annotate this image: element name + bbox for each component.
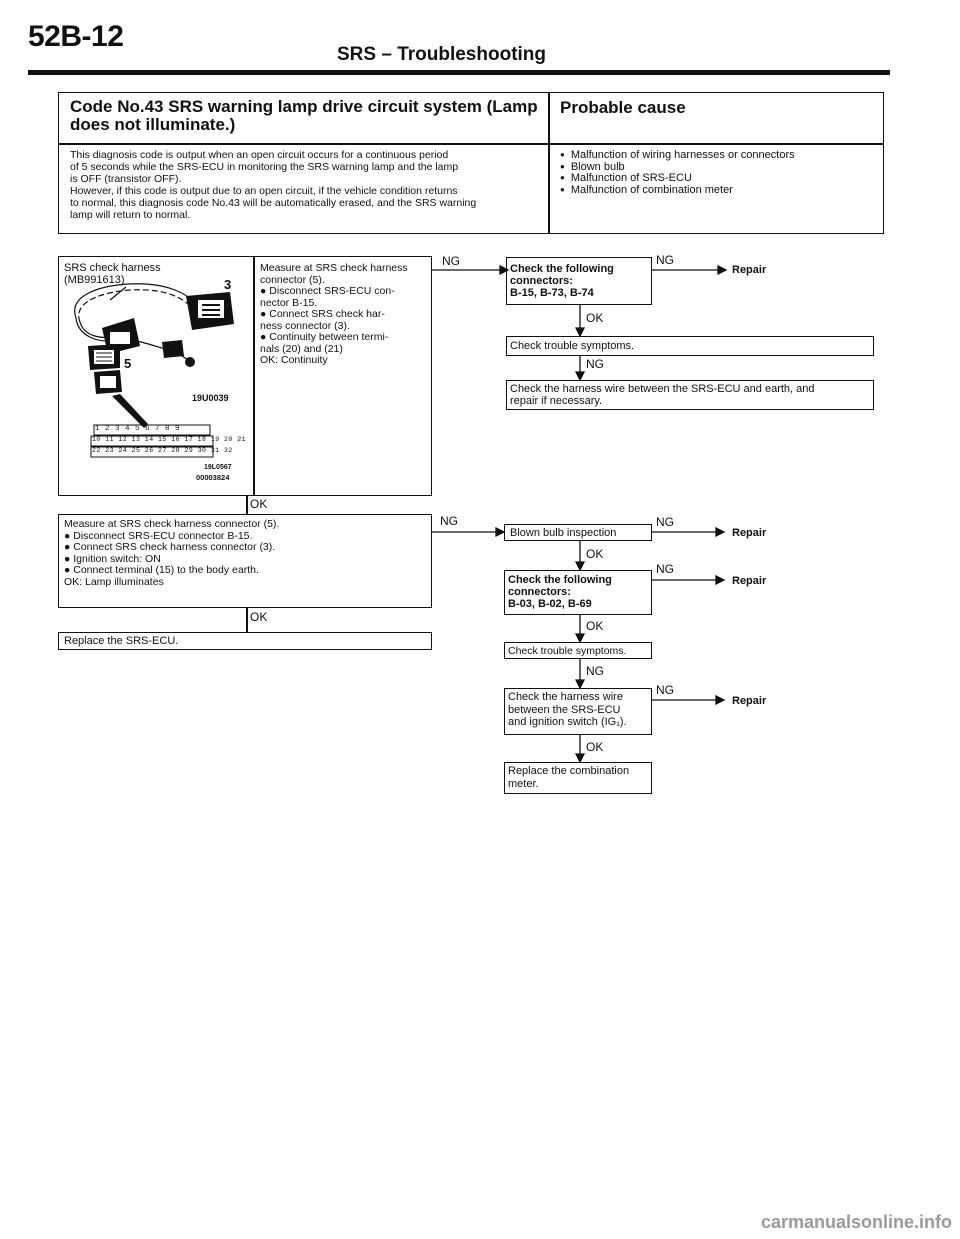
ng-label-1: NG [442,254,460,268]
r1-check-text: Check the following connectors: B-15, B-73, B-74 [510,263,614,299]
ng-label-4: NG [656,515,674,529]
ng-label-2: NG [656,253,674,267]
step3-text: Replace the SRS-ECU. [64,635,179,647]
probable-cause-item: ● Malfunction of combination meter [560,185,795,197]
ng-label-r2: NG [586,664,604,678]
repair-label-3: Repair [732,575,767,587]
probable-cause-item: ● Malfunction of SRS-ECU [560,173,795,185]
ok-label-r2c: OK [586,740,604,754]
ng-label-5: NG [656,562,674,576]
ng-label-6: NG [656,683,674,697]
step2-text: Measure at SRS check harness connector (5). ● Disconnect SRS-ECU connector B-15. ● Connect SRS check harness connector (3). ● Ignition switch: ON ● Connect terminal (15) to the body earth. OK: Lamp illuminates [64,518,280,588]
ng-label-r1: NG [586,357,604,371]
r2-harness-text: Check the harness wire between the SRS-ECU and ignition switch (IG₁). [508,691,627,728]
pin-row-2: 10 11 12 13 14 15 16 17 18 19 20 21 [92,436,247,443]
ok-label-r2b: OK [586,619,604,633]
repair-label-4: Repair [732,695,767,707]
harness-label: SRS check harness (MB991613) [64,262,161,286]
ng-label-3: NG [440,514,458,528]
callout-3: 3 [224,277,232,292]
figure-ref-2: 19L0567 [204,464,232,471]
pin-row-3: 22 23 24 25 26 27 28 29 30 31 32 [92,447,233,454]
ok-label-r2a: OK [586,547,604,561]
probable-cause-item: ● Malfunction of wiring harnesses or connectors [560,150,795,162]
pin-row-1: 1 2 3 4 5 6 7 8 9 [95,425,181,433]
page-number: 52B-12 [28,20,124,53]
r1-symptoms-text: Check trouble symptoms. [510,340,635,352]
figure-ref-3: 00003824 [196,473,230,482]
r1-harness-text: Check the harness wire between the SRS-ECU and earth, and repair if necessary. [510,383,815,407]
step1-ok-label: OK [250,497,268,511]
repair-label-2: Repair [732,527,767,539]
callout-5: 5 [124,356,132,371]
probable-cause-title: Probable cause [560,98,686,117]
r2-bulb-text: Blown bulb inspection [510,527,617,539]
r2-replace-text: Replace the combination meter. [508,765,630,790]
figure-ref-1: 19U0039 [192,393,229,403]
repair-label-1: Repair [732,264,767,276]
r2-check-text: Check the following connectors: B-03, B-02, B-69 [508,574,612,610]
watermark: carmanualsonline.info [760,1212,952,1232]
code-title: Code No.43 SRS warning lamp drive circuit system (Lamp does not illuminate.) [70,97,538,134]
page-title: SRS – Troubleshooting [337,44,547,65]
code-description: This diagnosis code is output when an open circuit occurs for a continuous period of 5 seconds while the SRS-ECU in monitoring the SRS warning lamp and the lamp is OFF (transistor OFF). However, if this code is output due to an open circuit, if the vehicle condition returns to normal, this diagnosis code No.43 will be automatically erased, and the SRS warning lamp will return to normal. [70,149,477,221]
step1-text: Measure at SRS check harness connector (5). ● Disconnect SRS-ECU con- nector B-15. ● Connect SRS check har- ness connector (3). ● Continuity between termi- nals (20) and (21) OK: Continuity [260,262,408,366]
probable-cause-item: ● Blown bulb [560,162,795,174]
step2-ok-label: OK [250,610,268,624]
ok-label-r1: OK [586,311,604,325]
r2-symptoms-text: Check trouble symptoms. [508,645,627,657]
